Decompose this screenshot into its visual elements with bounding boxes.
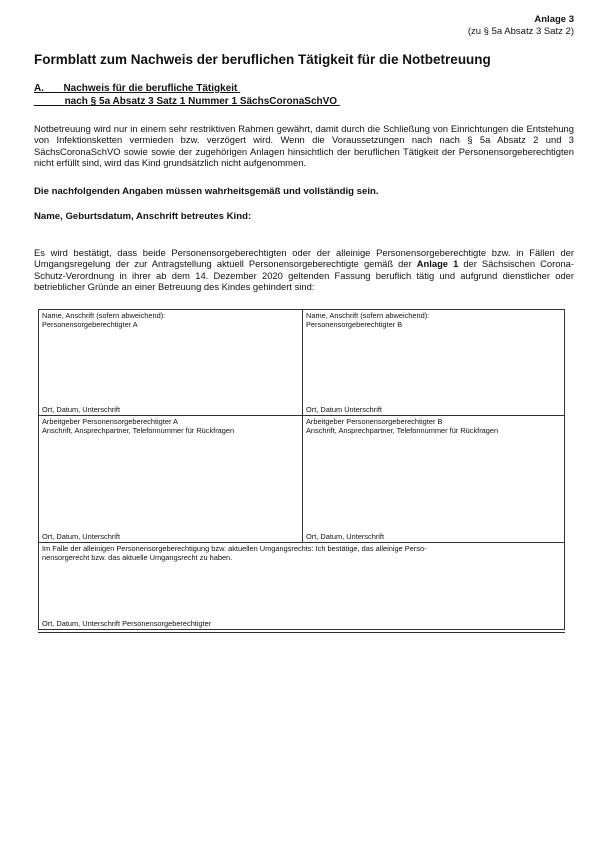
section-heading-line2: nach § 5a Absatz 3 Satz 1 Nummer 1 SächsCoronaSchVO [64,96,338,107]
employer-a-signature-label: Ort, Datum, Unterschrift [42,532,121,541]
guardian-b-field[interactable] [303,310,564,416]
guardian-a-field[interactable] [39,310,303,416]
guardian-b-line2: Personensorgeberechtigter B [306,320,403,329]
employer-a-field[interactable] [39,416,303,543]
annex-reference [468,14,574,38]
employer-a-line1: Arbeitgeber Personensorgeberechtigter A [42,417,178,426]
employer-b-signature-label: Ort, Datum, Unterschrift [306,532,385,541]
form-table [38,309,565,630]
guardian-a-line2: Personensorgeberechtigter A [42,320,138,329]
section-letter: A. [34,83,44,94]
child-info-label: Name, Geburtsdatum, Anschrift betreutes Kind: [34,211,252,222]
guardian-a-signature-label: Ort, Datum, Unterschrift [42,405,121,414]
sole-custody-field[interactable] [39,543,564,629]
guardian-b-signature-label: Ort, Datum Unterschrift [306,405,382,414]
annex-paragraph-ref: (zu § 5a Absatz 3 Satz 2) [467,26,574,37]
truthfulness-note: Die nachfolgenden Angaben müssen wahrheitsgemäß und vollständig sein. [34,186,379,197]
guardian-a-line1: Name, Anschrift (sofern abweichend): [42,311,166,320]
table-bottom-rule [38,632,565,633]
section-heading [34,82,340,108]
employer-a-line2: Anschrift, Ansprechpartner, Telefonnummer für Rückfragen [42,426,235,435]
guardian-b-line1: Name, Anschrift (sofern abweichend): [306,311,430,320]
employer-b-line2: Anschrift, Ansprechpartner, Telefonnummer für Rückfragen [306,426,499,435]
sole-custody-line1: Im Falle der alleinigen Personensorgeberechtigung bzw. aktuellen Umgangsrechts: Ich bestätige, das alleinige Perso- [42,544,427,553]
employer-b-field[interactable] [303,416,564,543]
intro-paragraph: Notbetreuung wird nur in einem sehr restriktiven Rahmen gewährt, damit durch die Schließung von Einrichtungen die Entstehung von Infektionsketten vermieden bzw. verzögert wird. Wenn die Voraussetzungen nach nach § 5a Absatz 2 und 3 SächsCoronaSchVO sowie sowie der zugehörigen Anlagen hinsichtlich der beruflichen Tätigkeit der Personensorgeberechtigten nicht erfüllt sind, wird das Kind grundsätzlich nicht aufgenommen. [34,123,574,168]
employer-b-line1: Arbeitgeber Personensorgeberechtigter B [306,417,443,426]
section-heading-line1: Nachweis für die berufliche Tätigkeit [63,83,238,94]
sole-custody-signature-label: Ort, Datum, Unterschrift Personensorgeberechtigter [42,619,212,628]
page-title: Formblatt zum Nachweis der beruflichen Tätigkeit für die Notbetreuung [34,52,491,67]
sole-custody-line2: nensorgerecht bzw. das aktuelle Umgangsrecht zu haben. [42,553,233,562]
annex-1-reference: Anlage 1 [416,258,459,270]
confirmation-text-2: der Sächsischen Corona-Schutz-Verordnung in ihrer ab dem 14. Dezember 2020 geltenden Fassung beruflich tätig und aufgrund dienstlicher oder betrieblicher Gründe an einer Betreuung des Kindes gehindert sind: [34,258,574,292]
confirmation-paragraph [34,247,574,292]
confirmation-text-1: Es wird bestätigt, dass beide Personensorgeberechtigten oder der alleinige Personensorgeberechtigte bzw. in Fällen der Umgangsregelung der zur Antragstellung aktuell Personensorgeberechtigte gemäß der [34,247,574,270]
annex-label: Anlage 3 [534,14,574,25]
